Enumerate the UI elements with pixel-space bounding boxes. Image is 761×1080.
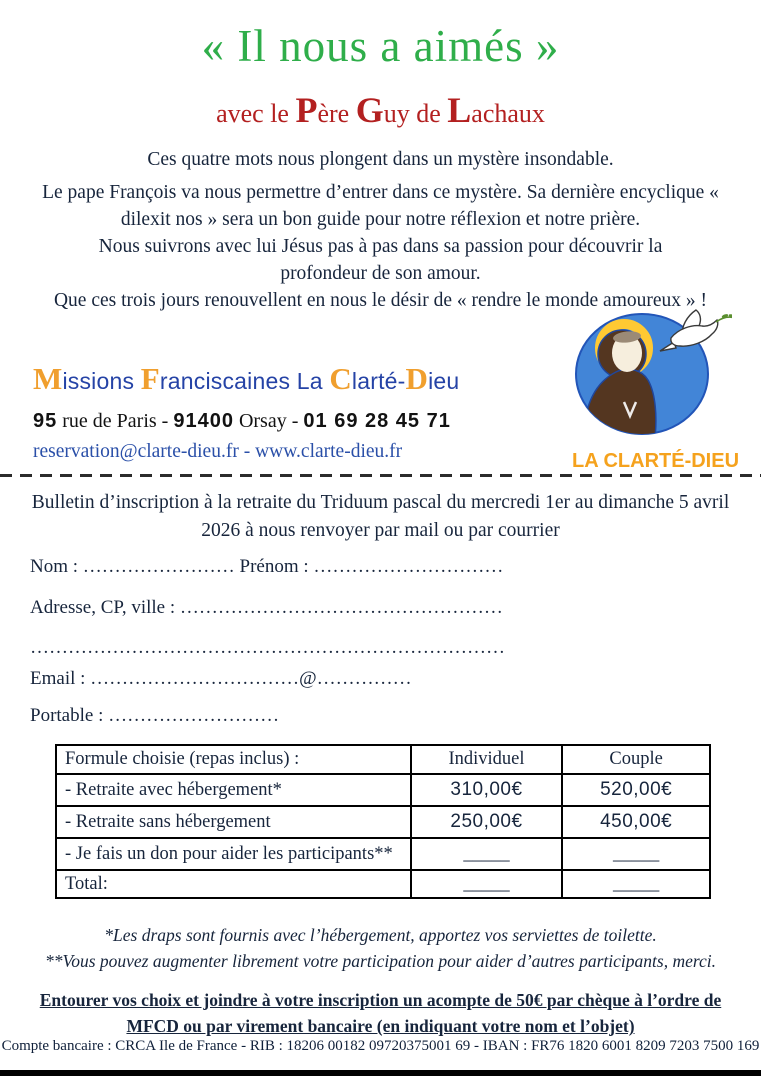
intro-paragraph-3: Nous suivrons avec lui Jésus pas à pas dans sa passion pour découvrir la profondeur de son amour. — [98, 236, 663, 284]
logo-graphic — [572, 306, 732, 444]
form-line-address-2 — [30, 637, 505, 659]
price-couple: 450,00€ — [562, 806, 710, 838]
contact-line: reservation@clarte-dieu.fr - www.clarte-dieu.fr — [33, 441, 403, 462]
footnote-donation: **Vous pouvez augmenter librement votre participation pour aider d’autres participants, merci. — [44, 951, 717, 971]
subtitle: avec le Père Guy de Lachaux — [216, 90, 545, 130]
header-individual: Individuel — [411, 745, 563, 774]
bank-details: Compte bancaire : CRCA Ile de France - RIB : 18206 00182 09720375001 69 - IBAN : FR76 1820 6001 8209 7203 7500 169 — [1, 1038, 760, 1054]
address-line: 95 rue de Paris - 91400 Orsay - 01 69 28 45 71 — [33, 410, 451, 432]
table-row — [56, 838, 710, 870]
pricing-table — [55, 744, 711, 899]
initial-l: L — [447, 90, 472, 130]
email-link[interactable]: reservation@clarte-dieu.fr — [33, 441, 239, 462]
subtitle-prefix: avec le — [216, 99, 289, 128]
intro-paragraph-1: Ces quatre mots nous plongent dans un mystère insondable. — [147, 149, 614, 170]
footnote-sheets: *Les draps sont fournis avec l’hébergement, apportez vos serviettes de toilette. — [104, 925, 657, 945]
total-blank-individual: _____ — [411, 870, 563, 898]
initial-g: G — [355, 90, 384, 130]
price-individual: 250,00€ — [411, 806, 563, 838]
table-header-row — [56, 745, 710, 774]
email-label: Email : — [30, 668, 86, 689]
street-number: 95 — [33, 410, 58, 432]
org-initial-d: D — [405, 361, 429, 396]
row-label: - Retraite sans hébergement — [56, 806, 411, 838]
organization-name: Missions Franciscaines La Clarté-Dieu — [33, 361, 460, 396]
org-initial-f: F — [140, 361, 160, 396]
table-total-row — [56, 870, 710, 898]
intro-paragraph-2: Le pape François va nous permettre d’entrer dans ce mystère. Sa dernière encyclique « dilexit nos » sera un bon guide pour notre réflexion et notre prière. — [42, 182, 719, 230]
bottom-bar — [0, 1070, 761, 1076]
phone-number: 01 69 28 45 71 — [303, 410, 451, 432]
name-label: Nom : — [30, 556, 79, 577]
total-label: Total: — [56, 870, 411, 898]
clarte-dieu-logo — [572, 306, 740, 473]
form-line-name — [30, 556, 503, 578]
form-line-email — [30, 668, 412, 690]
at-sign: @ — [299, 668, 317, 689]
initial-p: P — [295, 90, 318, 130]
registration-heading: Bulletin d’inscription à la retraite du Triduum pascal du mercredi 1er au dimanche 5 avril 2026 à nous renvoyer par mail ou par courrier — [31, 492, 730, 542]
form-line-mobile — [30, 705, 279, 727]
donation-blank-couple: _____ — [562, 838, 710, 870]
row-label: - Retraite avec hébergement* — [56, 774, 411, 806]
firstname-field: ………………………… — [313, 556, 504, 577]
org-initial-m: M — [33, 361, 63, 396]
table-row — [56, 774, 710, 806]
header-couple: Couple — [562, 745, 710, 774]
email-field-local: …………………………… — [90, 668, 300, 689]
intro-paragraph-4: Que ces trois jours renouvellent en nous le désir de « rendre le monde amoureux » ! — [53, 290, 708, 311]
payment-instruction: Entourer vos choix et joindre à votre inscription un acompte de 50€ par chèque à l’ordre de MFCD ou par virement bancaire (en indiquant votre nom et l’objet) — [39, 990, 722, 1037]
total-blank-couple: _____ — [562, 870, 710, 898]
cut-line-separator — [0, 474, 761, 477]
name-field: …………………… — [82, 556, 235, 577]
address-field-line2: ………………………………………………………………… — [30, 637, 505, 658]
donation-blank-individual: _____ — [411, 838, 563, 870]
price-couple: 520,00€ — [562, 774, 710, 806]
form-line-address — [30, 597, 503, 619]
firstname-label: Prénom : — [239, 556, 309, 577]
email-field-domain: …………… — [316, 668, 412, 689]
website-link[interactable]: www.clarte-dieu.fr — [255, 441, 403, 462]
logo-caption: LA CLARTÉ-DIEU — [572, 450, 740, 472]
address-field: …………………………………………… — [179, 597, 503, 618]
row-label: - Je fais un don pour aider les participants** — [56, 838, 411, 870]
address-label: Adresse, CP, ville : — [30, 597, 176, 618]
page-title: « Il nous a aimés » — [201, 21, 560, 71]
mobile-field: ……………………… — [108, 705, 280, 726]
postal-code: 91400 — [173, 410, 234, 432]
table-row — [56, 806, 710, 838]
price-individual: 310,00€ — [411, 774, 563, 806]
mobile-label: Portable : — [30, 705, 104, 726]
header-formula: Formule choisie (repas inclus) : — [56, 745, 411, 774]
org-initial-c: C — [329, 361, 352, 396]
